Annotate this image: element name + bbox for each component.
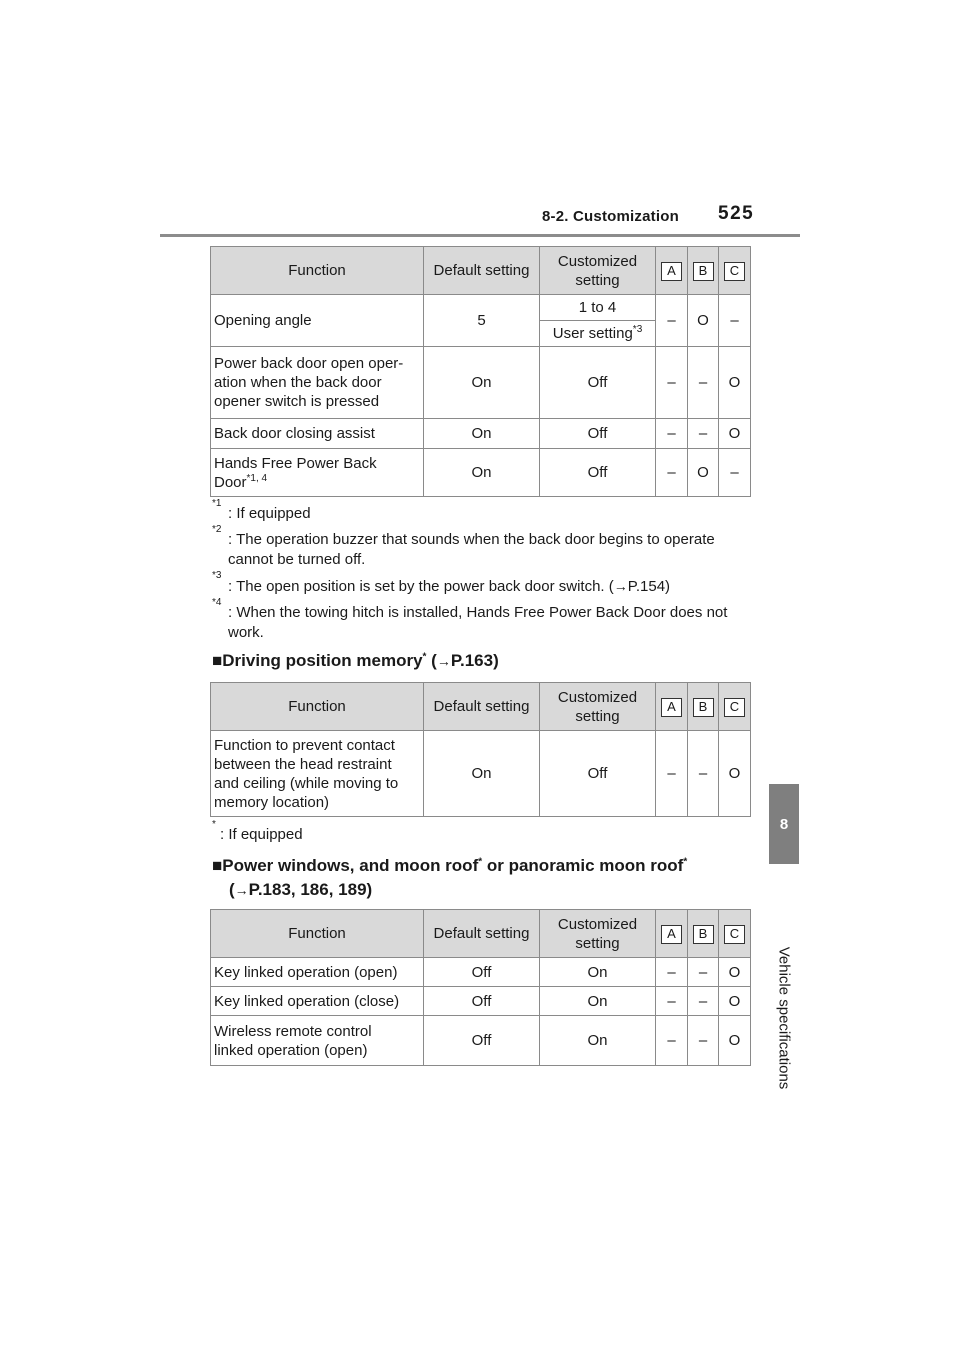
table-header-row: [211, 683, 751, 731]
col-a: [656, 247, 688, 295]
footnote: *1 : If equipped: [212, 498, 311, 522]
custom-cell-user-setting: User setting$^{*3}$: [540, 321, 656, 347]
col-function: Function: [211, 683, 424, 731]
arrow-right-icon: →: [436, 653, 451, 669]
b-cell: –: [688, 419, 719, 449]
function-cell: Key linked operation (close): [211, 987, 424, 1016]
custom-cell: On: [540, 958, 656, 987]
a-cell: –: [656, 449, 688, 497]
table-row: [211, 987, 751, 1016]
b-cell: –: [688, 987, 719, 1016]
page-reference-link[interactable]: P.183, 186, 189): [248, 880, 373, 899]
a-box-icon: A: [661, 925, 682, 944]
col-customized-setting: Customized setting: [540, 683, 656, 731]
col-c: [719, 247, 751, 295]
a-cell: –: [656, 987, 688, 1016]
col-a: [656, 683, 688, 731]
b-cell: O: [688, 449, 719, 497]
page-reference-link[interactable]: P.163): [450, 651, 499, 670]
col-default-setting: Default setting: [424, 247, 540, 295]
c-cell: O: [719, 347, 751, 419]
col-b: [688, 910, 719, 958]
driving-position-memory-table: [210, 682, 751, 817]
custom-cell: On: [540, 987, 656, 1016]
chapter-number: 8: [779, 815, 789, 833]
a-cell: –: [656, 347, 688, 419]
default-cell: On: [424, 347, 540, 419]
back-door-settings-table: [210, 246, 751, 497]
col-customized-setting: Customized setting: [540, 247, 656, 295]
b-box-icon: B: [693, 262, 714, 281]
footnote: * : If equipped: [212, 819, 303, 843]
b-box-icon: B: [693, 925, 714, 944]
b-box-icon: B: [693, 698, 714, 717]
table-row: [211, 958, 751, 987]
section-heading-driving-position-memory: ■Driving position memory* (→P.163): [212, 651, 499, 670]
custom-cell: Off: [540, 347, 656, 419]
default-cell: 5: [424, 295, 540, 347]
col-b: [688, 247, 719, 295]
custom-cell: Off: [540, 449, 656, 497]
footnotes: [212, 498, 757, 649]
c-box-icon: C: [724, 698, 745, 717]
header-rule: [160, 234, 800, 237]
chapter-tab: [769, 784, 799, 864]
a-cell: –: [656, 1016, 688, 1066]
default-cell: Off: [424, 1016, 540, 1066]
col-default-setting: Default setting: [424, 910, 540, 958]
page-reference-link[interactable]: P.154): [627, 578, 671, 595]
a-box-icon: A: [661, 262, 682, 281]
c-cell: O: [719, 731, 751, 817]
function-cell: Function to prevent contact between the head restraint and ceiling (while moving to memory location): [211, 731, 424, 817]
b-cell: O: [688, 295, 719, 347]
function-cell: Back door closing assist: [211, 419, 424, 449]
col-b: [688, 683, 719, 731]
col-customized-setting: Customized setting: [540, 910, 656, 958]
col-c: [719, 683, 751, 731]
c-cell: O: [719, 1016, 751, 1066]
b-cell: –: [688, 347, 719, 419]
default-cell: Off: [424, 958, 540, 987]
table-row: [211, 347, 751, 419]
c-box-icon: C: [724, 262, 745, 281]
col-default-setting: Default setting: [424, 683, 540, 731]
c-cell: O: [719, 419, 751, 449]
footnote: *3 : The open position is set by the power back door switch. (→P.154): [212, 570, 671, 595]
square-bullet-icon: ■: [212, 856, 223, 875]
function-cell: Key linked operation (open): [211, 958, 424, 987]
c-cell: –: [719, 449, 751, 497]
b-cell: –: [688, 1016, 719, 1066]
custom-cell: On: [540, 1016, 656, 1066]
c-box-icon: C: [724, 925, 745, 944]
table-row: [211, 449, 751, 497]
a-box-icon: A: [661, 698, 682, 717]
col-function: Function: [211, 247, 424, 295]
arrow-right-icon: →: [234, 882, 249, 898]
function-cell: Wireless remote control linked operation (open): [211, 1016, 424, 1066]
custom-cell: Off: [540, 731, 656, 817]
function-cell: Opening angle: [211, 295, 424, 347]
custom-cell: Off: [540, 419, 656, 449]
default-cell: On: [424, 731, 540, 817]
c-cell: –: [719, 295, 751, 347]
table-row: [211, 1016, 751, 1066]
custom-cell: 1 to 4: [540, 295, 656, 321]
page-number: 525: [718, 203, 755, 224]
a-cell: –: [656, 731, 688, 817]
col-a: [656, 910, 688, 958]
b-cell: –: [688, 958, 719, 987]
c-cell: O: [719, 958, 751, 987]
table-row: [211, 731, 751, 817]
col-c: [719, 910, 751, 958]
footnote: *4 : When the towing hitch is installed, Hands Free Power Back Door does not work.: [212, 597, 728, 641]
square-bullet-icon: ■: [212, 651, 223, 670]
a-cell: –: [656, 419, 688, 449]
function-cell: Hands Free Power Back Door$^{*1, 4}$: [211, 449, 424, 497]
default-cell: Off: [424, 987, 540, 1016]
default-cell: On: [424, 449, 540, 497]
col-function: Function: [211, 910, 424, 958]
section-title: 8-2. Customization: [542, 208, 679, 225]
section-heading-power-windows: ■Power windows, and moon roof* or panoramic moon roof* (→P.183, 186, 189): [212, 856, 688, 899]
footnotes: [212, 819, 757, 851]
b-cell: –: [688, 731, 719, 817]
table-header-row: [211, 910, 751, 958]
table-header-row: [211, 247, 751, 295]
function-cell: Power back door open oper- ation when the back door opener switch is pressed: [211, 347, 424, 419]
table-row: [211, 419, 751, 449]
table-row: [211, 295, 751, 321]
footnote: *2 : The operation buzzer that sounds when the back door begins to operate cannot be turned off.: [212, 524, 715, 568]
power-windows-table: [210, 909, 751, 1066]
chapter-label-text: Vehicle specifications: [775, 946, 793, 1090]
c-cell: O: [719, 987, 751, 1016]
arrow-right-icon: →: [613, 578, 628, 594]
default-cell: On: [424, 419, 540, 449]
a-cell: –: [656, 295, 688, 347]
a-cell: –: [656, 958, 688, 987]
